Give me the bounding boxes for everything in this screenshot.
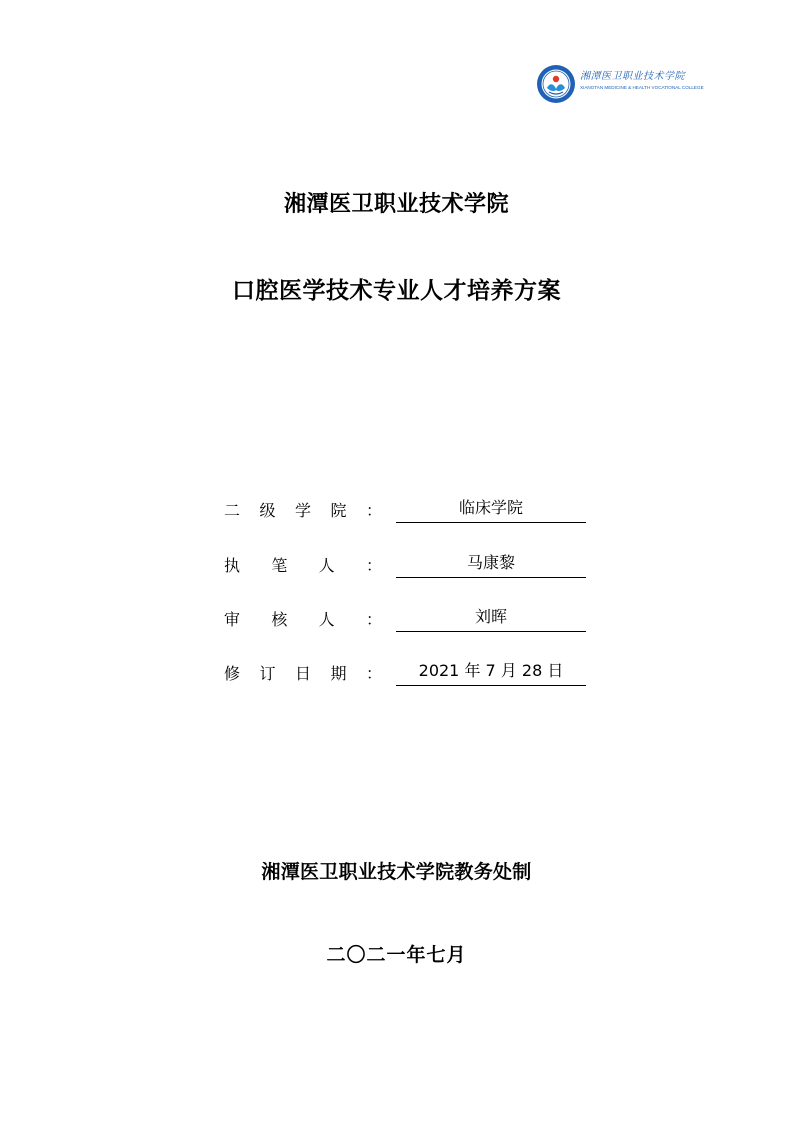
issue-month: 二〇二一年七月 <box>326 944 467 966</box>
logo-name-cn: 湘潭医卫职业技术学院 <box>580 71 685 82</box>
school-name-title: 湘潭医卫职业技术学院 <box>283 192 509 217</box>
field-label: 审 核 人 ： <box>224 610 382 629</box>
logo-name-en: XIANGTAN MEDICINE & HEALTH VOCATIONAL COLLEGE <box>580 85 704 90</box>
issuer-line: 湘潭医卫职业技术学院教务处制 <box>261 861 532 883</box>
college-logo <box>536 64 704 106</box>
info-row-revision-date <box>224 659 586 689</box>
author-value: 马康黎 <box>396 551 586 578</box>
field-label: 二 级 学 院 ： <box>224 501 382 520</box>
field-label: 修 订 日 期 ： <box>224 664 382 683</box>
college-seal-icon <box>536 64 576 104</box>
info-row-reviewer <box>224 605 586 635</box>
revision-date-value: 2021 年 7 月 28 日 <box>396 659 586 686</box>
info-row-college <box>224 496 586 526</box>
plan-title: 口腔医学技术专业人才培养方案 <box>232 278 561 304</box>
college-value: 临床学院 <box>396 496 586 523</box>
reviewer-value: 刘晖 <box>396 605 586 632</box>
college-logo-text <box>580 71 704 99</box>
field-label: 执 笔 人 ： <box>224 556 382 575</box>
info-row-author <box>224 551 586 581</box>
